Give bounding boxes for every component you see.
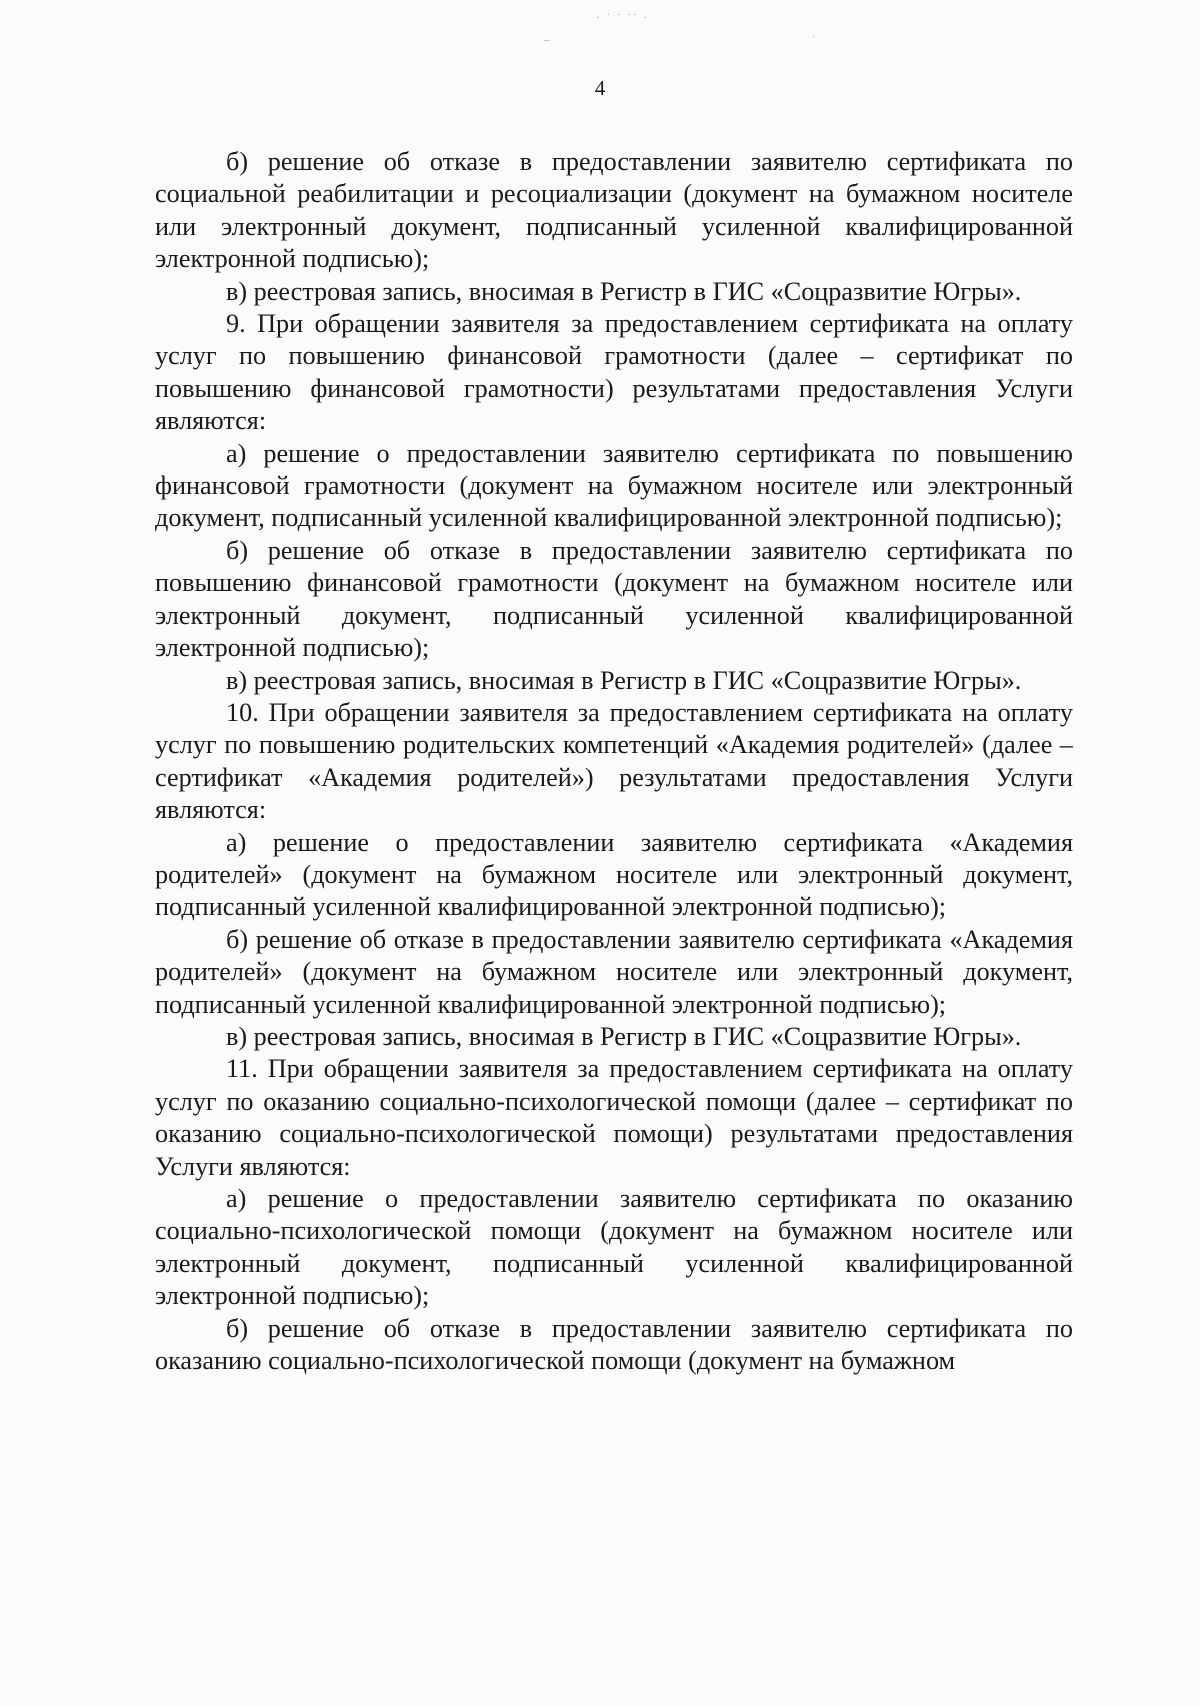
paragraph: а) решение о предоставлении заявителю сертификата по повышению финансовой грамотности (документ на бумажном носителе или электронный документ, подписанный усиленной квалифицированной электронной подписью); xyxy=(155,438,1073,533)
paragraph: 11. При обращении заявителя за предоставлением сертификата на оплату услуг по оказанию социально-психологической помощи (далее – сертификат по оказанию социально-психологической помощи) результатами предоставления Услуги являются: xyxy=(155,1054,1073,1181)
paragraph: 9. При обращении заявителя за предоставлением сертификата на оплату услуг по повышению финансовой грамотности (далее – сертификат по повышению финансовой грамотности) результатами предоставления Услуги являются: xyxy=(155,309,1073,436)
paragraph: б) решение об отказе в предоставлении заявителю сертификата по социальной реабилитации и ресоциализации (документ на бумажном носителе или электронный документ, подписанный усиленной квалифицированной электронной подписью); xyxy=(155,147,1073,274)
document-body xyxy=(155,146,1073,1377)
scan-artifact: · ˙ ˙ ˙˙ · xyxy=(596,12,649,24)
paragraph: б) решение об отказе в предоставлении заявителю сертификата «Академия родителей» (документ на бумажном носителе или электронный документ, подписанный усиленной квалифицированной электронной подписью); xyxy=(155,924,1073,1019)
page-number: 4 xyxy=(594,76,606,100)
paragraph: в) реестровая запись, вносимая в Регистр в ГИС «Соцразвитие Югры». xyxy=(226,665,1022,695)
paragraph: 10. При обращении заявителя за предоставлением сертификата на оплату услуг по повышению родительских компетенций «Академия родителей» (далее – сертификат «Академия родителей») результатами предоставления Услуги являются: xyxy=(155,697,1073,825)
paragraph: в) реестровая запись, вносимая в Регистр в ГИС «Соцразвитие Югры». xyxy=(226,1021,1022,1051)
paragraph: б) решение об отказе в предоставлении заявителю сертификата по оказанию социально-психологической помощи (документ на бумажном xyxy=(155,1313,1073,1376)
scan-artifact: ˌ xyxy=(812,26,818,38)
paragraph: а) решение о предоставлении заявителю сертификата по оказанию социально-психологической помощи (документ на бумажном носителе или электронный документ, подписанный усиленной квалифицированной электронной подписью); xyxy=(155,1184,1073,1311)
paragraph: в) реестровая запись, вносимая в Регистр в ГИС «Соцразвитие Югры». xyxy=(226,276,1022,306)
paragraph: а) решение о предоставлении заявителю сертификата «Академия родителей» (документ на бумажном носителе или электронный документ, подписанный усиленной квалифицированной электронной подписью); xyxy=(155,827,1073,922)
paragraph: б) решение об отказе в предоставлении заявителю сертификата по повышению финансовой грамотности (документ на бумажном носителе или электронный документ, подписанный усиленной квалифицированной электронной подписью); xyxy=(155,535,1073,663)
scan-artifact: – xyxy=(544,34,552,46)
